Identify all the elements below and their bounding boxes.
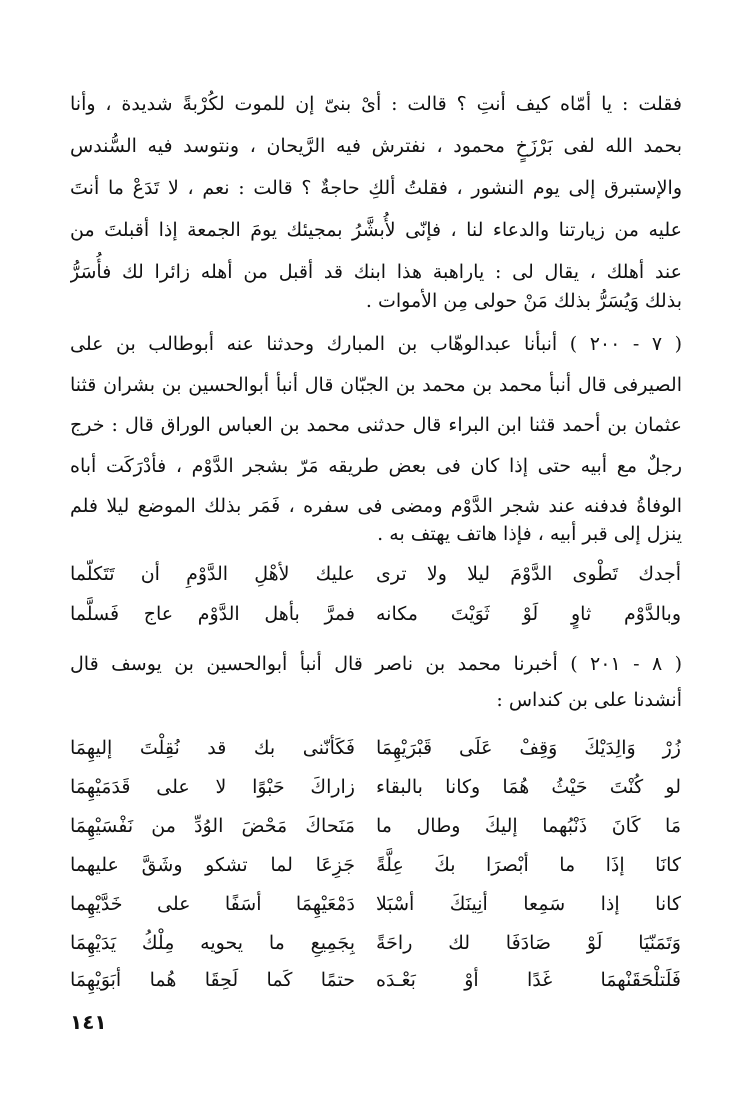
intro-line-3: والإستبرق إلى يوم النشور ، فقلتُ ألكِ حاجةٌ ؟ قالت : نعم ، لا تَدَعْ ما أنتَ (70, 177, 682, 199)
section-200-line-1: ( ٧ - ٢٠٠ ) أنبأنا عبدالوهّاب بن المبارك وحدثنا عنه أبوطالب بن على (70, 333, 682, 355)
poem-201-verse-7-first: فَلَتلْحَقَنْهمَا غَدًا أوْ بَعْـدَه (376, 969, 681, 991)
section-201-line-2: أنشدنا على بن كنداس : (496, 689, 682, 711)
intro-line-2: بحمد الله لفى بَرْزَخٍ محمود ، نفترش فيه الرَّيحان ، ونتوسد فيه السُّندس (70, 135, 682, 157)
poem-201-verse-6-first: وَتَمَنّيَا لَوْ صَادَفَا لك راحَةً (376, 932, 681, 954)
poem-201-verse-4-second: جَزِعَا لما تشكو وشَقَّ عليهما (70, 854, 355, 876)
page-number: ١٤١ (70, 1010, 107, 1034)
intro-line-6: بذلك وَيُسَرُّ بذلك مَنْ حولى مِن الأموات . (365, 290, 682, 312)
poem-201-verse-4-first: كانَا إذَا ما أبْصرَا بكَ عِلَّةً (376, 854, 681, 876)
poem-201-verse-3-second: مَنَحاكَ مَحْضَ الوُدِّ من نَفْسَيْهِمَا (70, 815, 355, 837)
poem-201-verse-1-second: فَكَأنّنى بك قد نُقِلْتَ إليهِمَا (70, 737, 355, 759)
intro-line-1: فقلت : يا أمّاه كيف أنتِ ؟ قالت : أىْ بنىّ إن للموت لكُرْبةً شديدة ، وأنا (70, 93, 682, 115)
poem-201-verse-7-second: حتمًا كَما لَحِقَا هُما أبَوَيْهِمَا (70, 969, 355, 991)
poem-201-verse-1-first: زُرْ وَالِدَيْكَ وَقِفْ عَلَى قَبْرَيْهِمَا (376, 737, 681, 759)
poem-200-verse-2-first: وبالدَّوْم ثاوٍ لَوْ ثَوَيْتَ مكانه (376, 603, 681, 625)
poem-200-verse-2-second: فمرَّ بأهل الدَّوْم عاج فَسلَّما (70, 603, 355, 625)
intro-line-5: عند أهلك ، يقال لى : ياراهبة هذا ابنك قد أقبل من أهله زائرا لك فأُسَرُّ (70, 261, 682, 283)
section-200-line-2: الصيرفى قال أنبأ محمد بن محمد بن الجبّان قال أنبأ أبوالحسين بن بشران قثنا (70, 374, 682, 396)
section-201-line-1: ( ٨ - ٢٠١ ) أخبرنا محمد بن ناصر قال أنبأ أبوالحسين بن يوسف قال (70, 653, 682, 675)
poem-201-verse-5-first: كانا إذا سَمِعا أنِينَكَ أسْبَلا (376, 893, 681, 915)
intro-line-4: عليه من زيارتنا والدعاء لنا ، فإنّى لأُبشَّرُ بمجيئك يومَ الجمعة إذا أقبلتَ من (70, 219, 682, 241)
poem-201-verse-6-second: بِجَمِيعِ ما يحويه مِلْكُ يَدَيْهِمَا (70, 932, 355, 954)
poem-200-verse-1-first: أجدك تَطْوى الدَّوْمَ ليلا ولا ترى (376, 563, 681, 585)
poem-201-verse-3-first: مَا كَانَ ذَنْبُهما إليكَ وطال ما (376, 815, 681, 837)
poem-200-verse-1-second: عليك لأهْلِ الدَّوْمِ أن تَتَكلّما (70, 563, 355, 585)
poem-201-verse-2-second: زاراكَ حَبْوًا لا على قَدَمَيْهِمَا (70, 776, 355, 798)
section-200-line-3: عثمان بن أحمد قثنا ابن البراء قال حدثنى محمد بن العباس الوراق قال : خرج (70, 414, 682, 436)
poem-201-verse-2-first: لو كُنْتَ حَيْثُ هُمَا وكانا بالبقاء (376, 776, 681, 798)
section-200-line-5: الوفاةُ فدفنه عند شجر الدَّوْم ومضى فى سفره ، فَمَر بذلك الموضع ليلا فلم (70, 495, 682, 517)
section-200-line-4: رجلٌ مع أبيه حتى إذا كان فى بعض طريقه مَرّ بشجر الدَّوْم ، فأدْرَكَت أباه (70, 455, 682, 477)
section-200-line-6: ينزل إلى قبر أبيه ، فإذا هاتف يهتف به . (377, 523, 682, 545)
poem-201-verse-5-second: دَمْعَيْهِمَا أسَفًا على خَدَّيْهِما (70, 893, 355, 915)
